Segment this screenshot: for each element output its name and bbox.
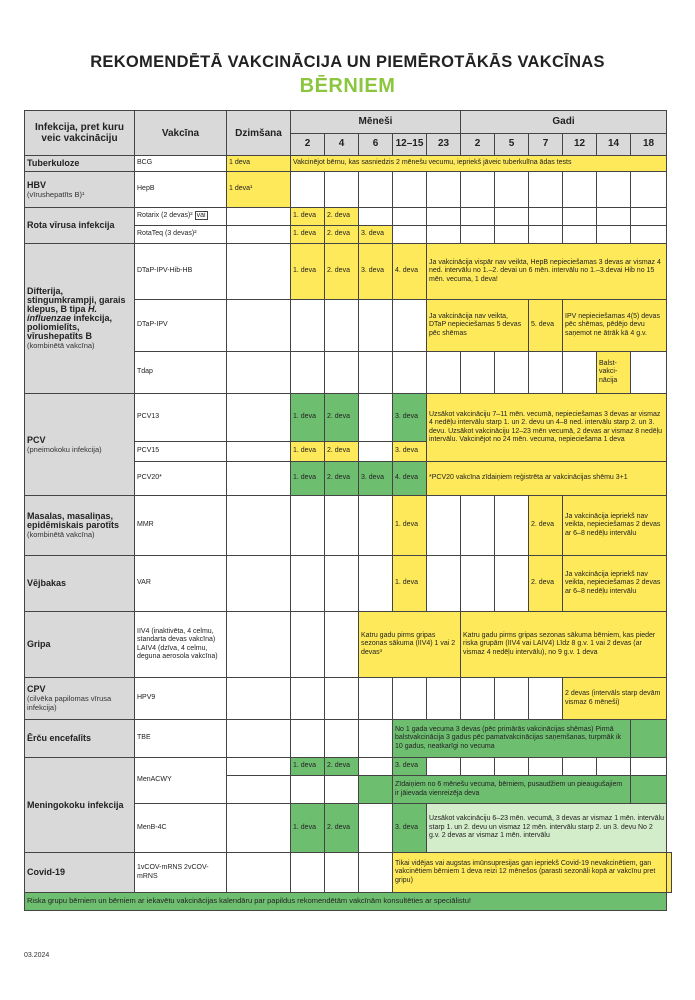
year-col: 7 bbox=[529, 134, 563, 156]
page-title: REKOMENDĒTĀ VAKCINĀCIJA UN PIEMĒROTĀKĀS VAKCĪNAS bbox=[90, 53, 605, 71]
vaccine-name: Rotarix (2 devas)² vai bbox=[135, 208, 227, 226]
note-cell: Uzsākot vakcināciju 7–11 mēn. vecumā, nepieciešamas 3 devas ar vismaz 4 nedēļu intervālu starp 1. un 2. devu un 4–8 ned. intervālu starp 2. un 3. devu. Uzsākot vakcināciju 12–23 mēn vecumā, 2 devas ar vismaz 8 nedēļu intervālu. Vakcinējot no 24 mēn. vecuma, nepieciešama 1 deva bbox=[427, 394, 667, 462]
dose-cell: 3. deva bbox=[393, 442, 427, 462]
dose-cell: 3. deva bbox=[393, 804, 427, 853]
note-cell: *PCV20 vakcīna zīdaiņiem reģistrēta ar vakcinācijas shēmu 3+1 bbox=[427, 462, 667, 496]
note-cell: Ja vakcinācija iepriekš nav veikta, nepieciešamas 2 devas ar 6–8 nedēļu intervālu bbox=[563, 556, 667, 612]
dose-cell: 2. deva bbox=[325, 758, 359, 776]
document-date: 03.2024 bbox=[24, 952, 50, 959]
infection-name: Meningokoku infekcija bbox=[25, 758, 135, 853]
note-cell: Ja vakcinācija iepriekš nav veikta, nepieciešamas 2 devas ar 6–8 nedēļu intervālu bbox=[563, 496, 667, 556]
dose-cell: 1. deva bbox=[291, 226, 325, 244]
vaccine-name: DTaP-IPV bbox=[135, 300, 227, 352]
infection-name: CPV (cilvēka papilomas vīrusa infekcija) bbox=[25, 678, 135, 720]
vaccine-name: HepB bbox=[135, 172, 227, 208]
vaccine-name: PCV13 bbox=[135, 394, 227, 442]
vaccine-name: 1vCOV-mRNS 2vCOV-mRNS bbox=[135, 853, 227, 893]
dose-cell: 3. deva bbox=[393, 394, 427, 442]
header-vakcina: Vakcīna bbox=[135, 111, 227, 156]
dose-cell: 2. deva bbox=[325, 804, 359, 853]
dose-cell: 2. deva bbox=[325, 394, 359, 442]
dose-cell: 2. deva bbox=[325, 208, 359, 226]
vaccine-name: VAR bbox=[135, 556, 227, 612]
dose-cell: 2. deva bbox=[325, 244, 359, 300]
year-col: 14 bbox=[597, 134, 631, 156]
header-dzimsana: Dzimšana bbox=[227, 111, 291, 156]
dose-cell: 1. deva bbox=[291, 442, 325, 462]
note-cell: IPV nepieciešamas 4(5) devas pēc shēmas, pēdējo devu saņemot ne ātrāk kā 4 g.v. bbox=[563, 300, 667, 352]
vaccine-name: IIV4 (inaktivēta, 4 celmu, standarta devas vakcīna) LAIV4 (dzīva, 4 celmu, deguna aerosola vakcīna) bbox=[135, 612, 227, 678]
infection-name: Covid-19 bbox=[25, 853, 135, 893]
dose-cell: 2. deva bbox=[529, 496, 563, 556]
infection-name: Difterija, stingumkrampji, garais klepus, B tipa H. influenzae infekcija, poliomielīts, vīrushepatīts B (kombinētā vakcīna) bbox=[25, 244, 135, 394]
infection-name: HBV (vīrushepatīts B)¹ bbox=[25, 172, 135, 208]
header-infekcija: Infekcija, pret kuru veic vakcināciju bbox=[25, 111, 135, 156]
vaccine-name: HPV9 bbox=[135, 678, 227, 720]
dose-cell: 2. deva bbox=[325, 442, 359, 462]
vaccine-name: TBE bbox=[135, 720, 227, 758]
year-col: 2 bbox=[461, 134, 495, 156]
page-subtitle: BĒRNIEM bbox=[299, 75, 396, 97]
month-col: 6 bbox=[359, 134, 393, 156]
note-cell: Ja vakcinācija vispār nav veikta, HepB nepieciešamas 3 devas ar vismaz 4 ned. intervālu no 1.–2. devai un 6 mēn. intervālu no 1.–3.devai Hib no 15 mēn. vecuma, 1 deva! bbox=[427, 244, 667, 300]
vaccine-name: PCV15 bbox=[135, 442, 227, 462]
note-cell: Ja vakcinācija nav veikta, DTaP nepieciešamas 5 devas pēc shēmas bbox=[427, 300, 529, 352]
footer-note: Riska grupu bērniem un bērniem ar iekavētu vakcinācijas kalendāru par papildus rekomendētām vakcīnām konsultēties ar speciālistu! bbox=[25, 893, 667, 911]
vaccine-name: Tdap bbox=[135, 352, 227, 394]
dose-cell: 1. deva bbox=[291, 208, 325, 226]
month-col: 2 bbox=[291, 134, 325, 156]
dose-cell: 2. deva bbox=[529, 556, 563, 612]
vaccine-name: MMR bbox=[135, 496, 227, 556]
dose-cell: 1. deva bbox=[291, 804, 325, 853]
dose-cell: 2. deva bbox=[325, 226, 359, 244]
dose-cell: 4. deva bbox=[393, 244, 427, 300]
dose-cell: 2. deva bbox=[325, 462, 359, 496]
vaccine-name: PCV20* bbox=[135, 462, 227, 496]
infection-name: Tuberkuloze bbox=[25, 156, 135, 172]
year-col: 5 bbox=[495, 134, 529, 156]
infection-name: PCV (pneimokoku infekcija) bbox=[25, 394, 135, 496]
dose-cell: 4. deva bbox=[393, 462, 427, 496]
year-col: 12 bbox=[563, 134, 597, 156]
note-cell: Uzsākot vakcināciju 6–23 mēn. vecumā, 3 devas ar vismaz 1 mēn. intervālu starp 1. un 2. devu un vismaz 12 mēn. intervālu starp 2. un 3. devu No 2 g.v. 2 devas ar vismaz 1 mēn. intervālu bbox=[427, 804, 667, 853]
infection-name: Vējbakas bbox=[25, 556, 135, 612]
dose-cell: 1. deva bbox=[393, 496, 427, 556]
infection-name: Masalas, masaliņas, epidēmiskais parotīts (kombinētā vakcīna) bbox=[25, 496, 135, 556]
infection-name: Rota vīrusa infekcija bbox=[25, 208, 135, 244]
year-col: 18 bbox=[631, 134, 667, 156]
infection-name: Ērču encefalīts bbox=[25, 720, 135, 758]
note-cell: Katru gadu pirms gripas sezonas sākuma bērniem, kas pieder riska grupām (IIV4 vai LAIV4) Līdz 8 g.v. 1 vai 2 devas (ar vismaz 4 nedēļu intervālu), no 9 g.v. 1 deva bbox=[461, 612, 667, 678]
header-gadi: Gadi bbox=[461, 111, 667, 134]
dose-cell: 1. deva bbox=[291, 462, 325, 496]
note-cell: No 1 gada vecuma 3 devas (pēc primārās vakcinācijas shēmas) Pirmā balstvakcinācija 3 gadus pēc pamatvakcinācijas saņemšanas, turpmāk ik 10 gadus, neatkarīgi no vecuma bbox=[393, 720, 631, 758]
dose-cell: 3. deva bbox=[359, 244, 393, 300]
vaccine-name: MenACWY bbox=[135, 758, 227, 804]
note-cell: 2 devas (intervāls starp devām vismaz 6 mēneši) bbox=[563, 678, 667, 720]
dose-cell: 1. deva bbox=[291, 244, 325, 300]
note-cell: Balst-vakci-nācija bbox=[597, 352, 631, 394]
note-cell: Vakcinējot bērnu, kas sasniedzis 2 mēnešu vecumu, iepriekš jāveic tuberkulīna ādas tests bbox=[291, 156, 667, 172]
dose-cell: 1. deva bbox=[291, 758, 325, 776]
dose-cell: 3. deva bbox=[359, 226, 393, 244]
vaccine-name: MenB-4C bbox=[135, 804, 227, 853]
dose-cell: 3. deva bbox=[393, 758, 427, 776]
note-cell: Zīdaiņiem no 6 mēnešu vecuma, bērniem, pusaudžiem un pieaugušajiem ir jāievada vienreizēja deva bbox=[393, 776, 631, 804]
vaccine-name: BCG bbox=[135, 156, 227, 172]
month-col: 12–15 bbox=[393, 134, 427, 156]
dose-cell: 1 deva bbox=[227, 156, 291, 172]
note-cell: Tikai vidējas vai augstas imūnsupresijas gan iepriekš Covid-19 nevakcinētiem, gan vakcinētiem bērniem 1 deva reizi 12 mēnešos (parasti sezonāli kopā ar vakcīnu pret gripu) bbox=[393, 853, 667, 893]
dose-cell: 1. deva bbox=[393, 556, 427, 612]
note-cell: Katru gadu pirms gripas sezonas sākuma (IIV4) 1 vai 2 devas³ bbox=[359, 612, 461, 678]
dose-cell: 3. deva bbox=[359, 462, 393, 496]
dose-cell: 1 deva¹ bbox=[227, 172, 291, 208]
header-menesi: Mēneši bbox=[291, 111, 461, 134]
infection-name: Gripa bbox=[25, 612, 135, 678]
dose-cell: 5. deva bbox=[529, 300, 563, 352]
vaccine-name: DTaP-IPV-Hib-HB bbox=[135, 244, 227, 300]
month-col: 4 bbox=[325, 134, 359, 156]
dose-cell: 1. deva bbox=[291, 394, 325, 442]
vaccine-name: RotaTeq (3 devas)² bbox=[135, 226, 227, 244]
month-col: 23 bbox=[427, 134, 461, 156]
vaccination-table bbox=[24, 110, 672, 911]
